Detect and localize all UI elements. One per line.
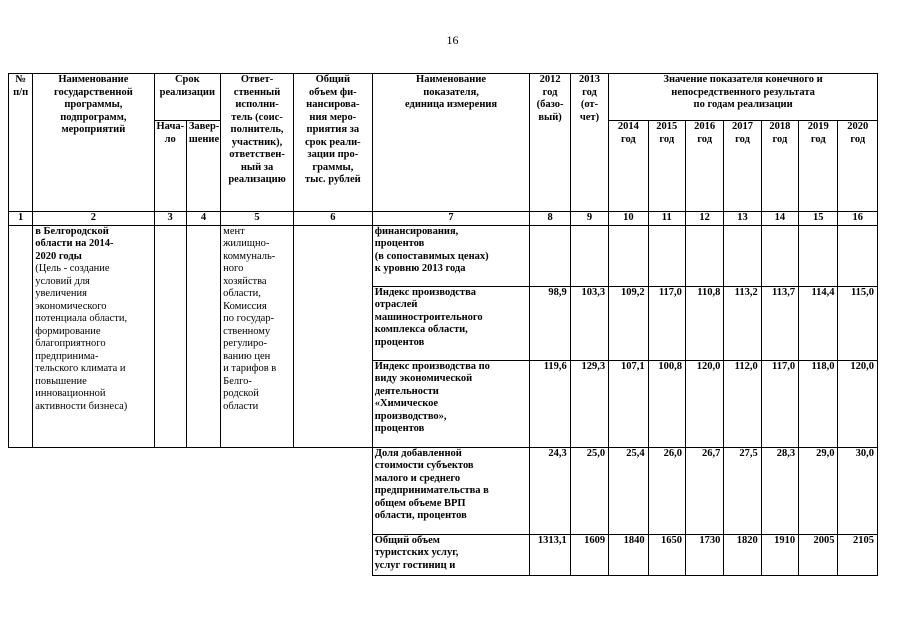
header-program-name: Наименование государственной программы, подпрограмм, мероприятий — [33, 74, 154, 212]
value-2014 — [609, 225, 648, 286]
term-start-cell — [154, 225, 186, 447]
header-year-2019: 2019 год — [799, 121, 838, 212]
value-2018: 117,0 — [761, 360, 798, 447]
column-number: 13 — [724, 212, 761, 226]
executor-cell: мент жилищно- коммуналь- ного хозяйства области, Комиссия по государ- ственному регулиро- ванию цен и тарифов в Белго- родской области — [221, 225, 294, 447]
table-row — [9, 447, 878, 534]
header-year-2020: 2020 год — [838, 121, 878, 212]
value-2015: 117,0 — [648, 286, 685, 360]
column-numbers-row — [9, 212, 878, 226]
indicators-table — [8, 73, 878, 576]
header-2012: 2012 год (базо- вый) — [530, 74, 570, 212]
value-2016 — [685, 225, 723, 286]
value-2017: 113,2 — [724, 286, 761, 360]
indicator-name: Общий объем туристских услуг, услуг гостиниц и — [372, 534, 530, 575]
header-executor: Ответ- ственный исполни- тель (соис- полнитель, участник), ответствен- ный за реализацию — [221, 74, 294, 212]
indicator-name: Индекс производства по виду экономической деятельности «Химическое производство», процентов — [372, 360, 530, 447]
value-2020: 30,0 — [838, 447, 878, 534]
column-number: 16 — [838, 212, 878, 226]
value-2018: 28,3 — [761, 447, 798, 534]
value-2014: 107,1 — [609, 360, 648, 447]
value-2018 — [761, 225, 798, 286]
value-2013: 1609 — [570, 534, 608, 575]
indicator-name: финансирования, процентов (в сопоставимых ценах) к уровню 2013 года — [372, 225, 530, 286]
value-2019: 114,4 — [799, 286, 838, 360]
value-2016: 26,7 — [685, 447, 723, 534]
value-2020: 115,0 — [838, 286, 878, 360]
header-row-1 — [9, 74, 878, 121]
value-2019: 2005 — [799, 534, 838, 575]
value-2018: 1910 — [761, 534, 798, 575]
header-volume: Общий объем фи- нансирова- ния меро- приятия за срок реали- зации про- граммы, тыс. рублей — [293, 74, 372, 212]
value-2014: 25,4 — [609, 447, 648, 534]
value-2012: 24,3 — [530, 447, 570, 534]
value-2016: 120,0 — [685, 360, 723, 447]
column-number: 4 — [186, 212, 220, 226]
value-2019: 118,0 — [799, 360, 838, 447]
table-row — [9, 534, 878, 575]
program-title: в Белгородской области на 2014- 2020 годы — [35, 225, 114, 262]
table-row — [9, 225, 878, 286]
column-number: 1 — [9, 212, 33, 226]
blank-left-cell — [9, 534, 373, 575]
header-term-start: Нача- ло — [154, 121, 186, 212]
header-term: Срок реализации — [154, 74, 221, 121]
value-2013 — [570, 225, 608, 286]
column-number: 6 — [293, 212, 372, 226]
value-2020: 2105 — [838, 534, 878, 575]
column-number: 2 — [33, 212, 154, 226]
indicator-name: Доля добавленной стоимости субъектов малого и среднего предпринимательства в общем объеме ВРП области, процентов — [372, 447, 530, 534]
value-2015: 26,0 — [648, 447, 685, 534]
header-num: № п/п — [9, 74, 33, 212]
value-2015: 1650 — [648, 534, 685, 575]
column-number: 12 — [685, 212, 723, 226]
value-2012 — [530, 225, 570, 286]
header-year-2015: 2015 год — [648, 121, 685, 212]
volume-cell — [293, 225, 372, 447]
column-number: 5 — [221, 212, 294, 226]
header-year-2014: 2014 год — [609, 121, 648, 212]
value-2014: 1840 — [609, 534, 648, 575]
value-2013: 129,3 — [570, 360, 608, 447]
page-number: 16 — [446, 33, 459, 47]
value-2013: 103,3 — [570, 286, 608, 360]
column-number: 7 — [372, 212, 530, 226]
value-2014: 109,2 — [609, 286, 648, 360]
value-2019: 29,0 — [799, 447, 838, 534]
value-2012: 119,6 — [530, 360, 570, 447]
value-2015 — [648, 225, 685, 286]
value-2018: 113,7 — [761, 286, 798, 360]
column-number: 14 — [761, 212, 798, 226]
header-year-2017: 2017 год — [724, 121, 761, 212]
program-cell — [33, 225, 154, 447]
row-num-cell — [9, 225, 33, 447]
term-end-cell — [186, 225, 220, 447]
header-target-value: Значение показателя конечного и непосредственного результата по годам реализации — [609, 74, 878, 121]
header-term-end: Завер- шение — [186, 121, 220, 212]
value-2017 — [724, 225, 761, 286]
indicator-name: Индекс производства отраслей машиностроительного комплекса области, процентов — [372, 286, 530, 360]
value-2020 — [838, 225, 878, 286]
column-number: 15 — [799, 212, 838, 226]
value-2019 — [799, 225, 838, 286]
value-2016: 1730 — [685, 534, 723, 575]
value-2017: 27,5 — [724, 447, 761, 534]
blank-left-cell — [9, 447, 373, 534]
column-number: 8 — [530, 212, 570, 226]
header-indicator: Наименование показателя, единица измерения — [372, 74, 530, 212]
value-2013: 25,0 — [570, 447, 608, 534]
header-year-2018: 2018 год — [761, 121, 798, 212]
column-number: 11 — [648, 212, 685, 226]
column-number: 10 — [609, 212, 648, 226]
header-year-2016: 2016 год — [685, 121, 723, 212]
program-goal: (Цель - создание условий для увеличения экономического потенциала области, формирование благоприятного предпринима- тельского климата и повышение инновационной активности бизнеса) — [35, 263, 128, 412]
column-number: 9 — [570, 212, 608, 226]
value-2016: 110,8 — [685, 286, 723, 360]
header-2013: 2013 год (от- чет) — [570, 74, 608, 212]
value-2015: 100,8 — [648, 360, 685, 447]
value-2012: 98,9 — [530, 286, 570, 360]
column-number: 3 — [154, 212, 186, 226]
value-2020: 120,0 — [838, 360, 878, 447]
value-2017: 1820 — [724, 534, 761, 575]
value-2012: 1313,1 — [530, 534, 570, 575]
value-2017: 112,0 — [724, 360, 761, 447]
